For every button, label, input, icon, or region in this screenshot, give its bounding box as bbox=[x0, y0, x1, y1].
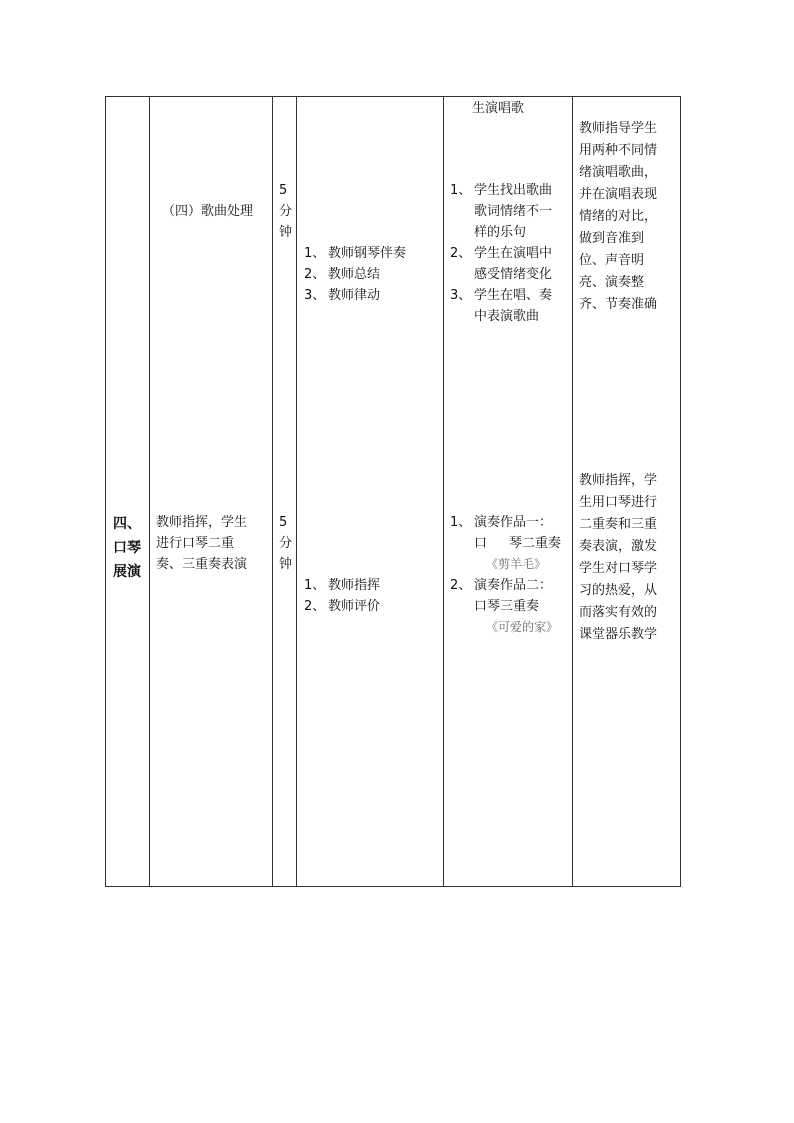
table-col-line bbox=[572, 96, 573, 887]
table-bottom-border bbox=[105, 886, 681, 887]
list-item: 1、 教师钢琴伴奏 bbox=[304, 246, 407, 261]
row2-design-intent: 教师指挥，学 生用口琴进行 二重奏和三重 奏表演，激发 学生对口琴学 习的热爱，从 而落实有效的 课堂器乐教学 bbox=[579, 473, 658, 642]
row2-teacher-activities bbox=[304, 575, 380, 617]
row1-time: 5 分 钟 bbox=[279, 183, 293, 240]
list-item: 1、 演奏作品一： bbox=[450, 515, 553, 530]
table-col-line bbox=[296, 96, 297, 887]
table-col-line bbox=[149, 96, 150, 887]
row1-teacher-activities bbox=[304, 243, 406, 306]
work-title: 《可爱的家》 bbox=[486, 620, 559, 634]
list-item: 2、 教师评价 bbox=[304, 599, 381, 614]
row2-student-activities: 1、 演奏作品一： 口 琴二重奏 《剪羊毛》 2、 演奏作品二： 口琴三重奏 《可爱的家》 bbox=[450, 512, 561, 638]
list-item: 2、 演奏作品二： bbox=[450, 578, 553, 593]
table-top-border bbox=[105, 96, 681, 97]
row1-student-top: 生演唱歌 bbox=[472, 101, 525, 116]
row2-content: 教师指挥，学生 进行口琴二重 奏、三重奏表演 bbox=[156, 515, 248, 572]
list-item: 3、 学生在唱、奏 bbox=[450, 288, 553, 303]
table-col-line bbox=[680, 96, 681, 887]
row1-design-intent: 教师指导学生 用两种不同情 绪演唱歌曲， 并在演唱表现 情绪的对比， 做到音准到 位、声音明 亮、演奏整 齐、节奏准确 bbox=[579, 121, 658, 312]
list-item: 2、 教师总结 bbox=[304, 267, 381, 282]
row2-stage-label: 四、 口琴 展演 bbox=[113, 516, 141, 580]
table-col-line bbox=[272, 96, 273, 887]
row2-time: 5 分 钟 bbox=[279, 515, 293, 572]
list-item: 3、 教师律动 bbox=[304, 288, 381, 303]
list-item: 1、 学生找出歌曲 bbox=[450, 183, 553, 198]
table-col-line bbox=[443, 96, 444, 887]
work-title: 《剪羊毛》 bbox=[486, 557, 547, 571]
table-col-line bbox=[105, 96, 106, 887]
row1-student-activities: 1、 学生找出歌曲 歌词情绪不一 样的乐句 2、 学生在演唱中 感受情绪变化 3、 学生在唱、奏 中表演歌曲 bbox=[450, 180, 552, 327]
row1-content: （四）歌曲处理 bbox=[162, 204, 254, 219]
list-item: 2、 学生在演唱中 bbox=[450, 246, 553, 261]
list-item: 1、 教师指挥 bbox=[304, 578, 381, 593]
